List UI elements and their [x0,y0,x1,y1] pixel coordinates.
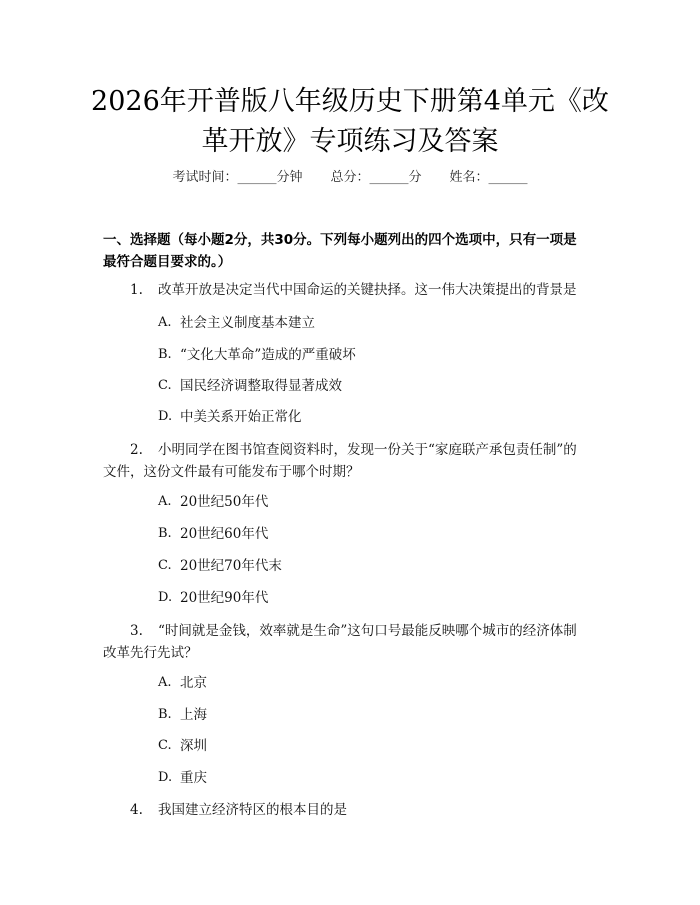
document-title-line-2: 革开放》专项练习及答案 [201,126,499,157]
option-letter: B. [158,347,172,362]
question-text-line-1: 小明同学在图书馆查阅资料时，发现一份关于“家庭联产承包责任制”的 [158,442,577,458]
exam-name-label: 姓名：______ [449,170,528,185]
exam-time-label: 考试时间：______分钟 [172,170,303,185]
section-heading-line-1: 一、选择题（每小题2分，共30分。下列每小题列出的四个选项中，只有一项是 [103,232,577,248]
option-text: 重庆 [180,770,207,786]
question-text-line-2: 改革先行先试？ [103,645,198,661]
option-letter: A. [158,494,172,509]
question-number: 2. [130,442,143,458]
option-letter: B. [158,526,172,541]
option-text: 20世纪90年代 [180,590,269,606]
option-text: 国民经济调整取得显著成效 [180,378,342,394]
question-number: 1. [130,282,143,298]
option-text: 中美关系开始正常化 [180,409,302,425]
option-letter: D. [158,590,173,605]
option-text: 社会主义制度基本建立 [180,315,315,331]
option-letter: C. [158,378,172,393]
document-title-line-1: 2026年开普版八年级历史下册第4单元《改 [91,86,609,117]
exam-info [0,168,700,188]
question-text-line-1: “时间就是金钱，效率就是生命”这句口号最能反映哪个城市的经济体制 [158,623,577,639]
question-number: 4. [130,802,143,818]
option-text: 20世纪50年代 [180,494,269,510]
option-letter: A. [158,675,172,690]
option-text: 20世纪60年代 [180,526,269,542]
option-text: 深圳 [180,738,207,754]
option-text: 北京 [180,675,207,691]
option-letter: D. [158,409,173,424]
section-heading [103,229,603,273]
exam-score-label: 总分：______分 [330,170,422,185]
option-letter: B. [158,707,172,722]
option-letter: A. [158,315,172,330]
question-text: 改革开放是决定当代中国命运的关键抉择。这一伟大决策提出的背景是 [158,282,577,298]
question-text-line-2: 文件，这份文件最有可能发布于哪个时期？ [103,464,360,480]
option-letter: C. [158,738,172,753]
option-letter: C. [158,558,172,573]
option-text: 上海 [180,707,207,723]
option-letter: D. [158,770,173,785]
option-text: 20世纪70年代末 [180,558,282,574]
question-number: 3. [130,623,143,639]
question-text: 我国建立经济特区的根本目的是 [158,802,347,818]
section-heading-line-2: 最符合题目要求的。） [103,254,232,270]
option-text: “文化大革命”造成的严重破坏 [180,347,356,363]
